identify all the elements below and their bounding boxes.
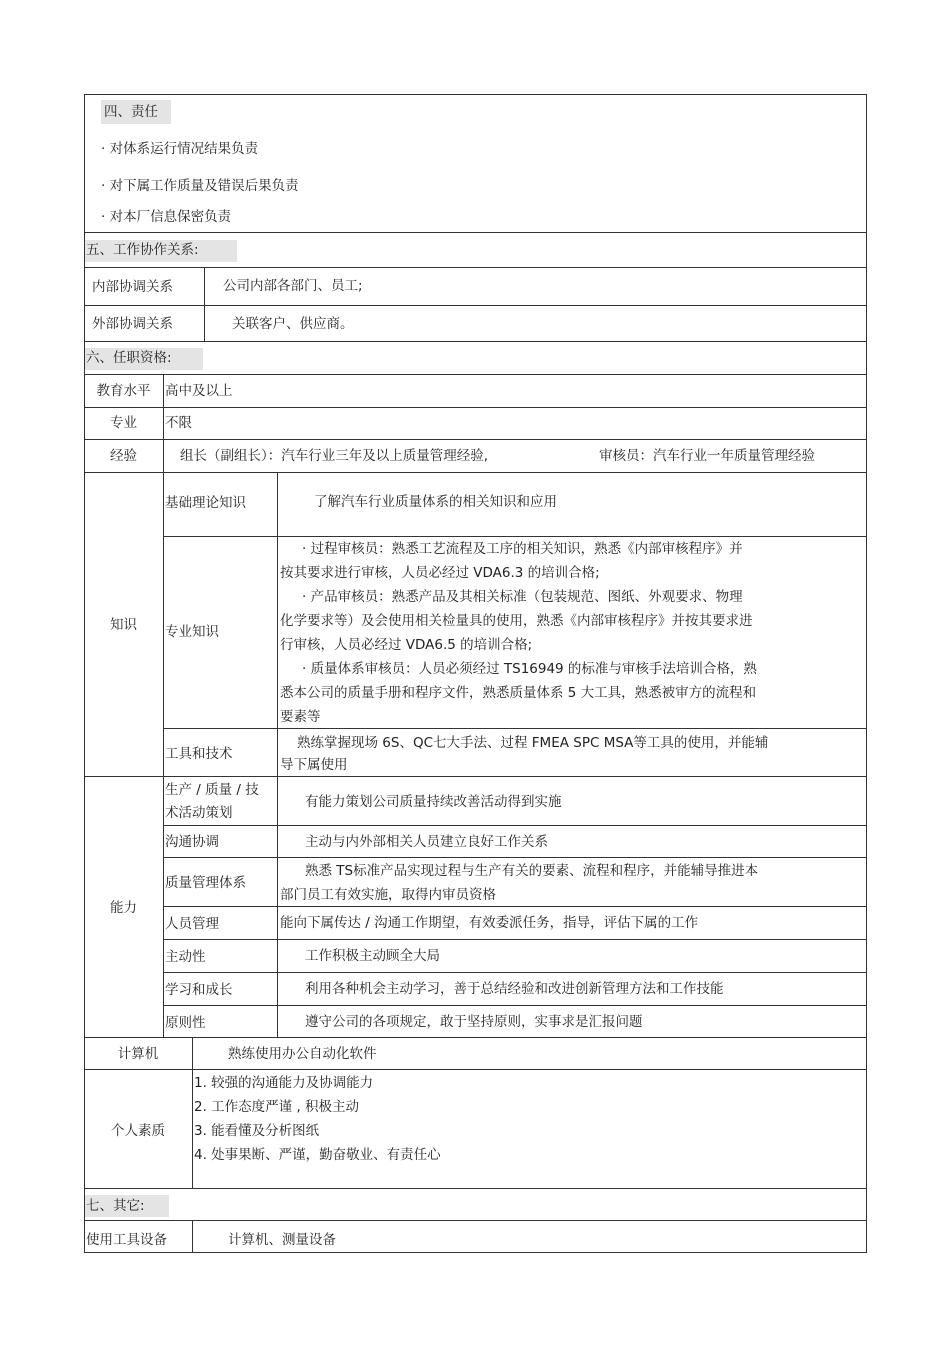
qms-label: 质量管理体系 [165, 875, 246, 891]
col-divider [163, 374, 164, 1037]
row-divider [163, 939, 867, 940]
section-title-collaboration: 五、工作协作关系: [86, 242, 199, 258]
personal-quality-item: 4. 处事果断、严谨，勤奋敬业、有责任心 [194, 1147, 441, 1163]
professional-knowledge-line: · 产品审核员：熟悉产品及其相关标准（包装规范、图纸、外观要求、物理 [302, 589, 743, 605]
internal-relation-label: 内部协调关系 [92, 279, 173, 295]
learning-value: 利用各种机会主动学习，善于总结经验和改进创新管理方法和工作技能 [305, 981, 724, 997]
principle-value: 遵守公司的各项规定，敢于坚持原则，实事求是汇报问题 [305, 1014, 643, 1030]
personnel-label: 人员管理 [165, 916, 219, 932]
professional-knowledge-label: 专业知识 [165, 624, 219, 640]
experience-value: 组长（副组长）：汽车行业三年及以上质量管理经验, [180, 448, 489, 464]
experience-label: 经验 [110, 448, 137, 464]
row-divider [84, 374, 867, 375]
internal-relation-value: 公司内部各部门、员工; [223, 278, 363, 294]
planning-label: 术活动策划 [165, 805, 233, 821]
computer-label: 计算机 [117, 1046, 159, 1062]
tools-techniques-label: 工具和技术 [165, 746, 233, 762]
major-value: 不限 [165, 415, 192, 431]
initiative-value: 工作积极主动顾全大局 [305, 948, 440, 964]
row-divider [84, 341, 867, 342]
tools-equipment-label: 使用工具设备 [86, 1232, 167, 1248]
major-label: 专业 [110, 415, 137, 431]
professional-knowledge-line: · 质量体系审核员：人员必须经过 TS16949 的标准与审核手法培训合格，熟 [302, 661, 757, 677]
personal-quality-item: 3. 能看懂及分析图纸 [194, 1123, 320, 1139]
row-divider [84, 232, 867, 233]
row-divider [163, 728, 867, 729]
responsibility-item: · 对下属工作质量及错误后果负责 [101, 178, 299, 194]
row-divider [163, 857, 867, 858]
row-divider [84, 1037, 867, 1038]
col-divider [192, 1037, 193, 1188]
tools-techniques-line: 熟练掌握现场 6S、QC七大手法、过程 FMEA SPC MSA等工具的使用，并能辅 [297, 735, 769, 751]
row-divider [84, 267, 867, 268]
professional-knowledge-line: 行审核，人员必经过 VDA6.5 的培训合格; [280, 637, 533, 653]
principle-label: 原则性 [165, 1015, 206, 1031]
personal-quality-item: 1. 较强的沟通能力及协调能力 [194, 1075, 374, 1091]
education-value: 高中及以上 [165, 383, 233, 399]
responsibility-item: · 对体系运行情况结果负责 [101, 141, 259, 157]
computer-value: 熟练使用办公自动化软件 [228, 1046, 377, 1062]
theory-knowledge-value: 了解汽车行业质量体系的相关知识和应用 [314, 494, 557, 510]
col-divider [277, 472, 278, 1037]
professional-knowledge-line: 要素等 [280, 709, 321, 725]
row-divider [84, 472, 867, 473]
planning-label: 生产 / 质量 / 技 [165, 782, 259, 798]
section-title-other: 七、其它: [86, 1198, 145, 1214]
responsibility-item: · 对本厂信息保密负责 [101, 209, 232, 225]
theory-knowledge-label: 基础理论知识 [165, 495, 246, 511]
personal-quality-item: 2. 工作态度严谨 , 积极主动 [194, 1099, 360, 1115]
professional-knowledge-line: 悉本公司的质量手册和程序文件，熟悉质量体系 5 大工具，熟悉被审方的流程和 [280, 685, 757, 701]
section-title-qualifications: 六、任职资格: [86, 350, 172, 366]
row-divider [163, 536, 867, 537]
row-divider [163, 972, 867, 973]
tools-equipment-value: 计算机、测量设备 [228, 1232, 336, 1248]
external-relation-value: 关联客户、供应商。 [232, 316, 354, 332]
row-divider [84, 439, 867, 440]
qms-line: 熟悉 TS标准产品实现过程与生产有关的要素、流程和程序，并能辅导推进本 [305, 863, 759, 879]
section-title-responsibility: 四、责任 [104, 104, 158, 120]
row-divider [84, 1069, 867, 1070]
experience-value: 审核员：汽车行业一年质量管理经验 [599, 448, 815, 464]
ability-label: 能力 [110, 900, 137, 916]
external-relation-label: 外部协调关系 [92, 316, 173, 332]
row-divider [84, 407, 867, 408]
row-divider [84, 776, 867, 777]
personnel-value: 能向下属传达 / 沟通工作期望，有效委派任务，指导，评估下属的工作 [280, 915, 699, 931]
initiative-label: 主动性 [165, 949, 206, 965]
tools-techniques-line: 导下属使用 [280, 757, 348, 773]
qms-line: 部门员工有效实施，取得内审员资格 [280, 887, 496, 903]
knowledge-label: 知识 [110, 617, 137, 633]
professional-knowledge-line: 化学要求等）及会使用相关检量具的使用，熟悉《内部审核程序》并按其要求进 [280, 613, 753, 629]
row-divider [163, 1005, 867, 1006]
communication-value: 主动与内外部相关人员建立良好工作关系 [305, 834, 548, 850]
learning-label: 学习和成长 [165, 982, 233, 998]
professional-knowledge-line: · 过程审核员：熟悉工艺流程及工序的相关知识，熟悉《内部审核程序》并 [302, 541, 743, 557]
planning-value: 有能力策划公司质量持续改善活动得到实施 [305, 794, 562, 810]
row-divider [84, 1188, 867, 1189]
row-divider [163, 906, 867, 907]
row-divider [84, 305, 867, 306]
communication-label: 沟通协调 [165, 834, 219, 850]
col-divider [192, 1220, 193, 1253]
col-divider [204, 267, 205, 341]
education-label: 教育水平 [96, 383, 151, 399]
row-divider [163, 825, 867, 826]
row-divider [84, 1220, 867, 1221]
professional-knowledge-line: 按其要求进行审核，人员必经过 VDA6.3 的培训合格; [280, 565, 600, 581]
personal-qualities-label: 个人素质 [111, 1123, 165, 1139]
